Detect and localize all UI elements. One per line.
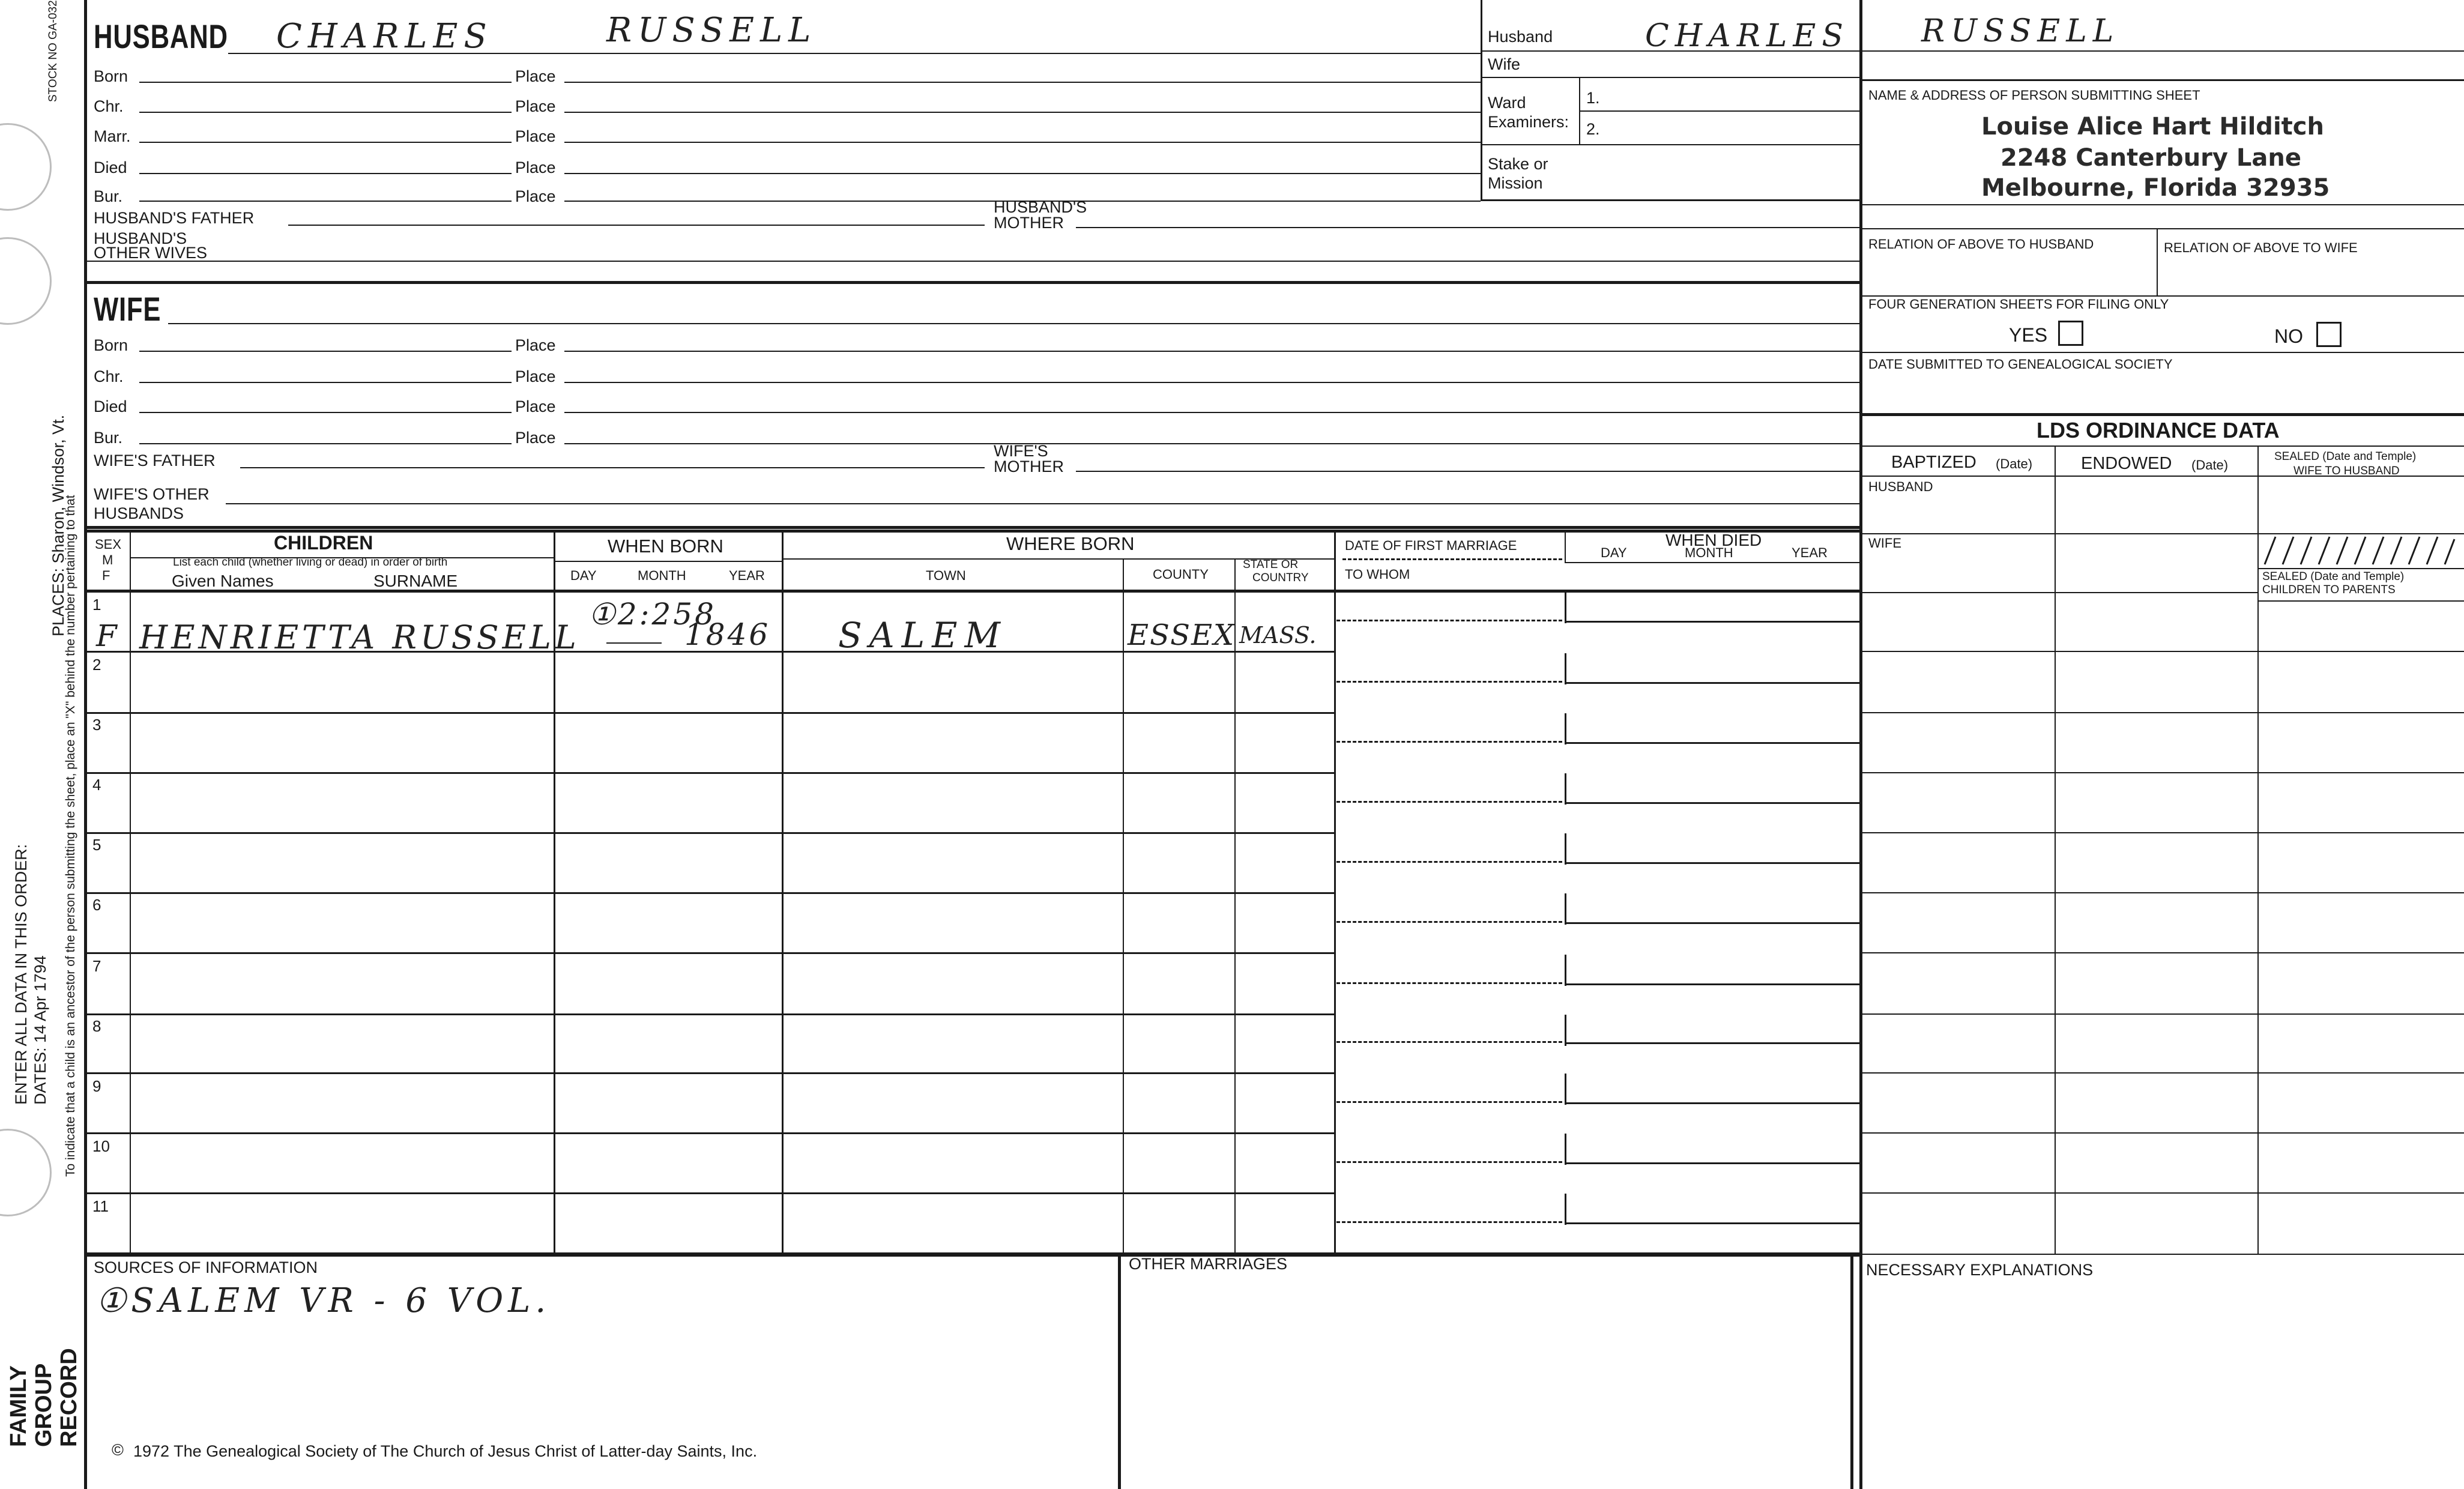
col-sex-m: M <box>102 552 113 567</box>
row-number: 9 <box>92 1077 101 1095</box>
husband-given-name: CHARLES <box>276 17 493 56</box>
punch-hole <box>0 1129 52 1216</box>
child1-name: HENRIETTA RUSSELL <box>139 618 580 656</box>
frame-left <box>84 0 87 1489</box>
husband-bur-label: Bur. <box>94 187 123 205</box>
lds-title: LDS ORDINANCE DATA <box>2037 418 2280 442</box>
col-where-born: WHERE BORN <box>1006 533 1135 554</box>
child1-state: MASS. <box>1239 622 1317 648</box>
husband-born-label: Born <box>94 67 128 85</box>
submitter-heading: NAME & ADDRESS OF PERSON SUBMITTING SHEET <box>1868 88 2200 103</box>
record-title-2: GROUP <box>31 1363 56 1447</box>
row-number: 1 <box>92 596 101 614</box>
col-year: YEAR <box>729 568 765 583</box>
examiner-1: 1. <box>1586 89 1600 107</box>
wife-died-place-label: Place <box>515 397 556 415</box>
col-state-2: COUNTRY <box>1252 572 1309 584</box>
col-sex: SEX <box>95 537 122 552</box>
other-marriages-label: OTHER MARRIAGES <box>1129 1255 1288 1273</box>
lds-baptized: BAPTIZED <box>1891 453 1976 472</box>
lds-sealed-children-2: CHILDREN TO PARENTS <box>2262 584 2396 596</box>
col-children: CHILDREN <box>274 532 373 554</box>
margin-enter-order: ENTER ALL DATA IN THIS ORDER: <box>12 844 30 1105</box>
sources-value: ①SALEM VR - 6 VOL. <box>96 1281 551 1320</box>
husband-died-label: Died <box>94 159 127 177</box>
child1-day-month: ①2:258 <box>588 597 716 632</box>
relation-wife: RELATION OF ABOVE TO WIFE <box>2164 240 2358 255</box>
lds-sealed-1: SEALED (Date and Temple) <box>2274 450 2417 463</box>
wife-other-husbands-1: WIFE'S OTHER <box>94 485 210 503</box>
date-submitted-label: DATE SUBMITTED TO GENEALOGICAL SOCIETY <box>1868 357 2173 372</box>
child1-year: 1846 <box>684 617 771 652</box>
lds-baptized-date: (Date) <box>1996 456 2033 471</box>
hdr-husband-given: CHARLES <box>1645 18 1849 54</box>
lds-endowed: ENDOWED <box>2081 454 2172 473</box>
husband-other-wives-2: OTHER WIVES <box>94 244 208 262</box>
ward-label: Ward <box>1488 94 1526 112</box>
col-county: COUNTY <box>1153 567 1209 582</box>
margin-places: PLACES: Sharon, Windsor, Vt. <box>49 414 67 636</box>
husband-chr-label: Chr. <box>94 97 124 115</box>
wife-bur-place-label: Place <box>515 429 556 447</box>
examiner-2: 2. <box>1586 120 1600 138</box>
husband-father-label: HUSBAND'S FATHER <box>94 209 255 227</box>
col-died-year: YEAR <box>1792 545 1828 560</box>
col-to-whom: TO WHOM <box>1345 567 1410 582</box>
right-column-divider <box>1859 0 1862 1489</box>
no-label: NO <box>2274 325 2303 347</box>
wife-father-label: WIFE'S FATHER <box>94 452 216 470</box>
husband-surname: RUSSELL <box>606 11 817 50</box>
row-number: 3 <box>92 716 101 734</box>
punch-hole <box>0 123 52 211</box>
wife-born-label: Born <box>94 336 128 354</box>
col-state-1: STATE OR <box>1243 558 1299 571</box>
col-when-died: WHEN DIED <box>1665 531 1762 549</box>
copyright-text: 1972 The Genealogical Society of The Church of Jesus Christ of Latter-day Saints, Inc. <box>133 1442 758 1460</box>
hdr-husband-surname: RUSSELL <box>1921 13 2120 49</box>
margin-dates: DATES: 14 Apr 1794 <box>31 955 49 1105</box>
lds-endowed-date: (Date) <box>2191 458 2229 473</box>
wife-bur-label: Bur. <box>94 429 123 447</box>
husband-marr-place-label: Place <box>515 127 556 145</box>
child1-county: ESSEX <box>1128 618 1236 652</box>
col-surname: SURNAME <box>373 572 458 590</box>
wife-heading: WIFE <box>94 290 162 328</box>
col-town: TOWN <box>926 568 966 583</box>
examiners-label: Examiners: <box>1488 113 1569 131</box>
row-number: 2 <box>92 656 101 674</box>
husband-other-wives-1: HUSBAND'S <box>94 229 187 247</box>
wife-died-label: Died <box>94 397 127 415</box>
col-sex-f: F <box>102 568 110 583</box>
wife-mother-label-2: MOTHER <box>994 458 1064 476</box>
row-number: 6 <box>92 896 101 914</box>
row-number: 7 <box>92 957 101 975</box>
hdr-husband-label: Husband <box>1488 28 1553 46</box>
wife-mother-label-1: WIFE'S <box>994 442 1048 460</box>
stake-label: Stake or <box>1488 155 1548 173</box>
mission-label: Mission <box>1488 174 1543 192</box>
submitter-name: Louise Alice Hart Hilditch <box>1981 113 2324 140</box>
col-when-born: WHEN BORN <box>608 536 723 557</box>
stock-number: STOCK NO GA-032 <box>47 0 59 102</box>
necessary-explanations-label: NECESSARY EXPLANATIONS <box>1866 1261 2094 1279</box>
husband-died-place-label: Place <box>515 159 556 177</box>
col-first-marriage: DATE OF FIRST MARRIAGE <box>1345 538 1517 553</box>
husband-heading: HUSBAND <box>94 17 228 55</box>
no-checkbox[interactable] <box>2316 322 2342 347</box>
lds-wife-row: WIFE <box>1868 536 1901 551</box>
record-title-1: FAMILY <box>6 1365 31 1447</box>
child1-sex: F <box>96 618 117 653</box>
lds-husband-row: HUSBAND <box>1868 479 1933 494</box>
col-day: DAY <box>570 568 597 583</box>
col-given-names: Given Names <box>172 572 274 590</box>
row-number: 5 <box>92 836 101 854</box>
row-number: 10 <box>92 1137 110 1155</box>
copyright-symbol: © <box>112 1441 124 1459</box>
lds-sealed-2: WIFE TO HUSBAND <box>2293 465 2400 477</box>
submitter-city: Melbourne, Florida 32935 <box>1981 174 2330 202</box>
husband-mother-label-1: HUSBAND'S <box>994 198 1087 216</box>
four-gen-label: FOUR GENERATION SHEETS FOR FILING ONLY <box>1868 297 2169 312</box>
relation-husband: RELATION OF ABOVE TO HUSBAND <box>1868 237 2094 252</box>
yes-label: YES <box>2009 324 2048 346</box>
submitter-street: 2248 Canterbury Lane <box>2000 144 2301 172</box>
col-died-month: MONTH <box>1685 545 1733 560</box>
husband-chr-place-label: Place <box>515 97 556 115</box>
husband-mother-label-2: MOTHER <box>994 214 1064 232</box>
punch-hole <box>0 237 52 325</box>
yes-checkbox[interactable] <box>2058 321 2083 346</box>
husband-born-place-label: Place <box>515 67 556 85</box>
hdr-wife-label: Wife <box>1488 55 1520 73</box>
wife-born-place-label: Place <box>515 336 556 354</box>
wife-chr-place-label: Place <box>515 367 556 385</box>
wife-chr-label: Chr. <box>94 367 124 385</box>
sources-label: SOURCES OF INFORMATION <box>94 1258 318 1276</box>
header-divider <box>1481 0 1482 201</box>
row-number: 8 <box>92 1017 101 1035</box>
child1-town: SALEM <box>838 615 1007 656</box>
margin-indicate-note: To indicate that a child is an ancestor of the person submitting the sheet, place an "X" behind the number pertaining to that <box>64 495 77 1177</box>
husband-bur-place-label: Place <box>515 187 556 205</box>
col-month: MONTH <box>638 568 686 583</box>
wife-other-husbands-2: HUSBANDS <box>94 504 184 522</box>
col-died-day: DAY <box>1601 545 1627 560</box>
hatched-cell <box>2259 534 2457 567</box>
husband-marr-label: Marr. <box>94 127 131 145</box>
lds-sealed-children-1: SEALED (Date and Temple) <box>2262 570 2405 583</box>
row-number: 11 <box>92 1197 109 1215</box>
record-title-3: RECORD <box>56 1348 82 1447</box>
row-number: 4 <box>92 776 101 794</box>
col-children-note: List each child (whether living or dead) in order of birth <box>173 556 448 569</box>
